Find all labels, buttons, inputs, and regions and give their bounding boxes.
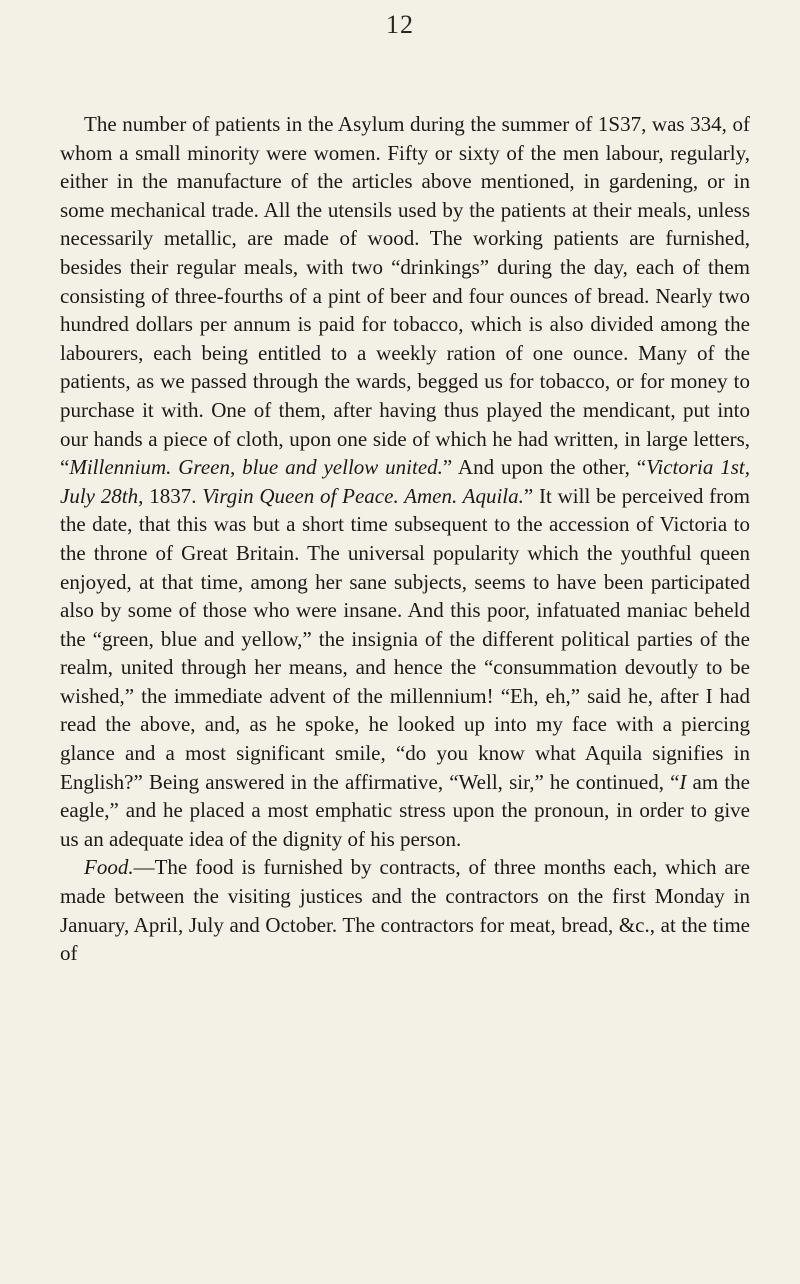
paragraph-asylum-patients [60, 110, 750, 853]
text-segment: am the eagle,” and he placed a most emphatic stress upon the pronoun, in order to give us an adequate idea of the dignity of his person. [60, 769, 750, 851]
text-segment: The number of patients in the Asylum during the summer of 1S37, was 334, of whom a small minority were women. Fifty or sixty of the men labour, regularly, either in the manufacture of the articles above mentioned, in gardening, or in some mechanical trade. All the utensils used by the patients at their meals, unless necessarily metallic, are made of wood. The working patients are furnished, besides their regular meals, with two “drinkings” during the day, each of them consisting of three-fourths of a pint of beer and four ounces of bread. Nearly two hundred dollars per annum is paid for tobacco, which is also divided among the labourers, each being entitled to a weekly ration of one ounce. Many of the patients, as we passed through the wards, begged us for tobacco, or for money to purchase it with. One of them, after having thus played the mendicant, put into our hands a piece of cloth, upon one side of which he had written, in large letters, “ [60, 112, 750, 480]
section-heading-food: Food. [84, 855, 134, 880]
text-segment: —The food is furnished by contracts, of three months each, which are made between the visiting justices and the contractors on the first Monday in January, April, July and October. The contractors for meat, bread, &c., at the time of [60, 855, 750, 966]
italic-segment: Millennium. Green, blue and yellow united. [69, 455, 443, 480]
text-segment: ” It will be perceived from the date, that this was but a short time subsequent to the accession of Victoria to the throne of Great Britain. The universal popularity which the youthful queen enjoyed, at that time, among her sane subjects, seems to have been participated also by some of those who were insane. And this poor, infatuated maniac beheld the “green, blue and yellow,” the insignia of the different political parties of the realm, united through her means, and hence the “consummation devoutly to be wished,” the immediate advent of the millennium! “Eh, eh,” said he, after I had read the above, and, as he spoke, he looked up into my face with a piercing glance and a most significant smile, “do you know what Aquila signifies in English?” Being answered in the affirmative, “Well, sir,” he continued, “ [60, 483, 750, 794]
italic-segment: Victoria 1st, July 28th, [60, 455, 750, 508]
page-number: 12 [386, 10, 414, 39]
text-segment: ” And upon the other, “ [442, 455, 647, 480]
italic-segment: I [679, 769, 687, 794]
body-text [60, 110, 750, 968]
paragraph-food [60, 853, 750, 967]
italic-segment: Virgin Queen of Peace. Amen. Aquila. [202, 483, 524, 508]
text-segment: 1837. [149, 483, 203, 508]
